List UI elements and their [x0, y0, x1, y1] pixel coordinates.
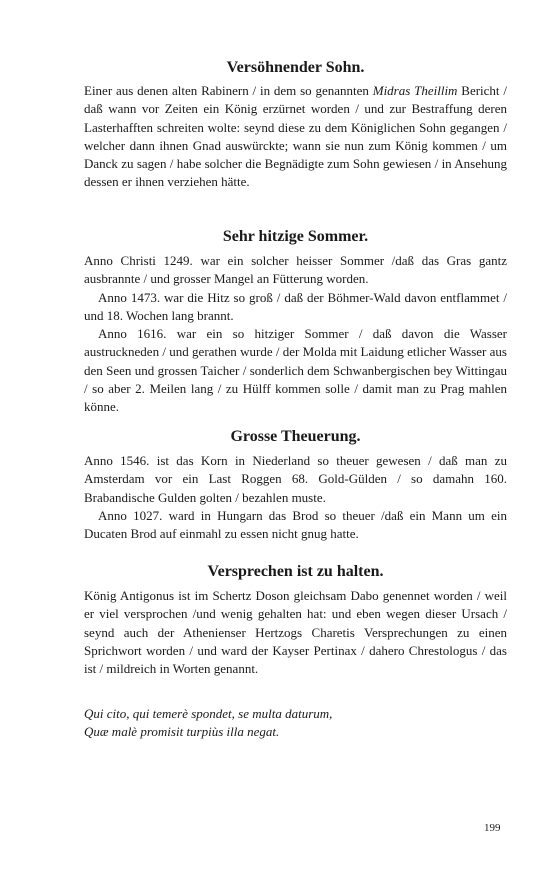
page-number: 199 — [484, 822, 501, 834]
paragraph: Anno Christi 1249. war ein solcher heisser Sommer /daß das Gras gantz ausbrannte / und grosser Mangel an Fütterung worden. — [84, 253, 507, 287]
section-title-sehr-hitzige-sommer: Sehr hitzige Sommer. — [222, 228, 369, 245]
text-run: Bericht / daß wann vor Zeiten ein König erzürnet worden / und zur Bestraffung deren Lasterhafften schreiten wolte: seynd diese zu dem Königlichen Sohn gegangen / welcher dann ihnen Gnad auswürckte; wann sie nun zum König kommen / um Danck zu sagen / habe solcher die Begnädigte zum Sohn gewiesen / in Ansehung dessen er ihnen verziehen hätte. — [84, 83, 507, 190]
paragraph: Anno 1546. ist das Korn in Niederland so theuer gewesen / daß man zu Amsterdam vor ein Last Roggen 68. Gold-Gülden / so damahn 160. Brabandische Gulden golten / bezahlen muste. — [84, 453, 507, 505]
section-title-versprechen-ist-zu-halten: Versprechen ist zu halten. — [207, 563, 384, 580]
paragraph: Anno 1473. war die Hitz so groß / daß der Böhmer-Wald davon entflammet / und 18. Wochen lang brannt. — [84, 289, 507, 323]
paragraph: Anno 1027. ward in Hungarn das Brod so theuer /daß ein Mann um ein Ducaten Brod auf einmahl zu essen nicht gnug hatte. — [84, 507, 507, 542]
text-run: Einer aus denen alten Rabinern / in dem so genannten — [84, 83, 373, 98]
paragraph: König Antigonus ist im Schertz Doson gleichsam Dabo genennet worden / weil er viel versprochen /und wenig gehalten hat: und eben wegen dieser Ursach / seynd auch der Athenienser Hertzogs Charetis Versprechungen zu einen Sprichwort worden / und ward der Kayser Pertinax / dahero Chrestologus / das ist / mildreich in Worten genannt. — [84, 588, 507, 677]
paragraph: Anno 1616. war ein so hitziger Sommer / daß davon die Wasser austruckneden / und gerathen wurde / der Molda mit Laidung etlicher Wasser aus den Seen und grossen Taicher / sonderlich dem Schwanbergischen bey Wittingau / so aber 2. Meilen lang / zu Hülff kommen solle / damit man zu Prag mahlen könne. — [84, 326, 507, 415]
italic-title: Midras Theillim — [372, 83, 458, 98]
latin-verse-line: Quæ malè promisit turpiùs illa negat. — [84, 724, 280, 740]
paragraph — [84, 82, 507, 192]
section-title-grosse-theuerung: Grosse Theuerung. — [230, 428, 361, 445]
section-title-versoehnender-sohn: Versöhnender Sohn. — [226, 59, 365, 76]
latin-verse-line: Qui cito, qui temerè spondet, se multa daturum, — [84, 706, 333, 721]
